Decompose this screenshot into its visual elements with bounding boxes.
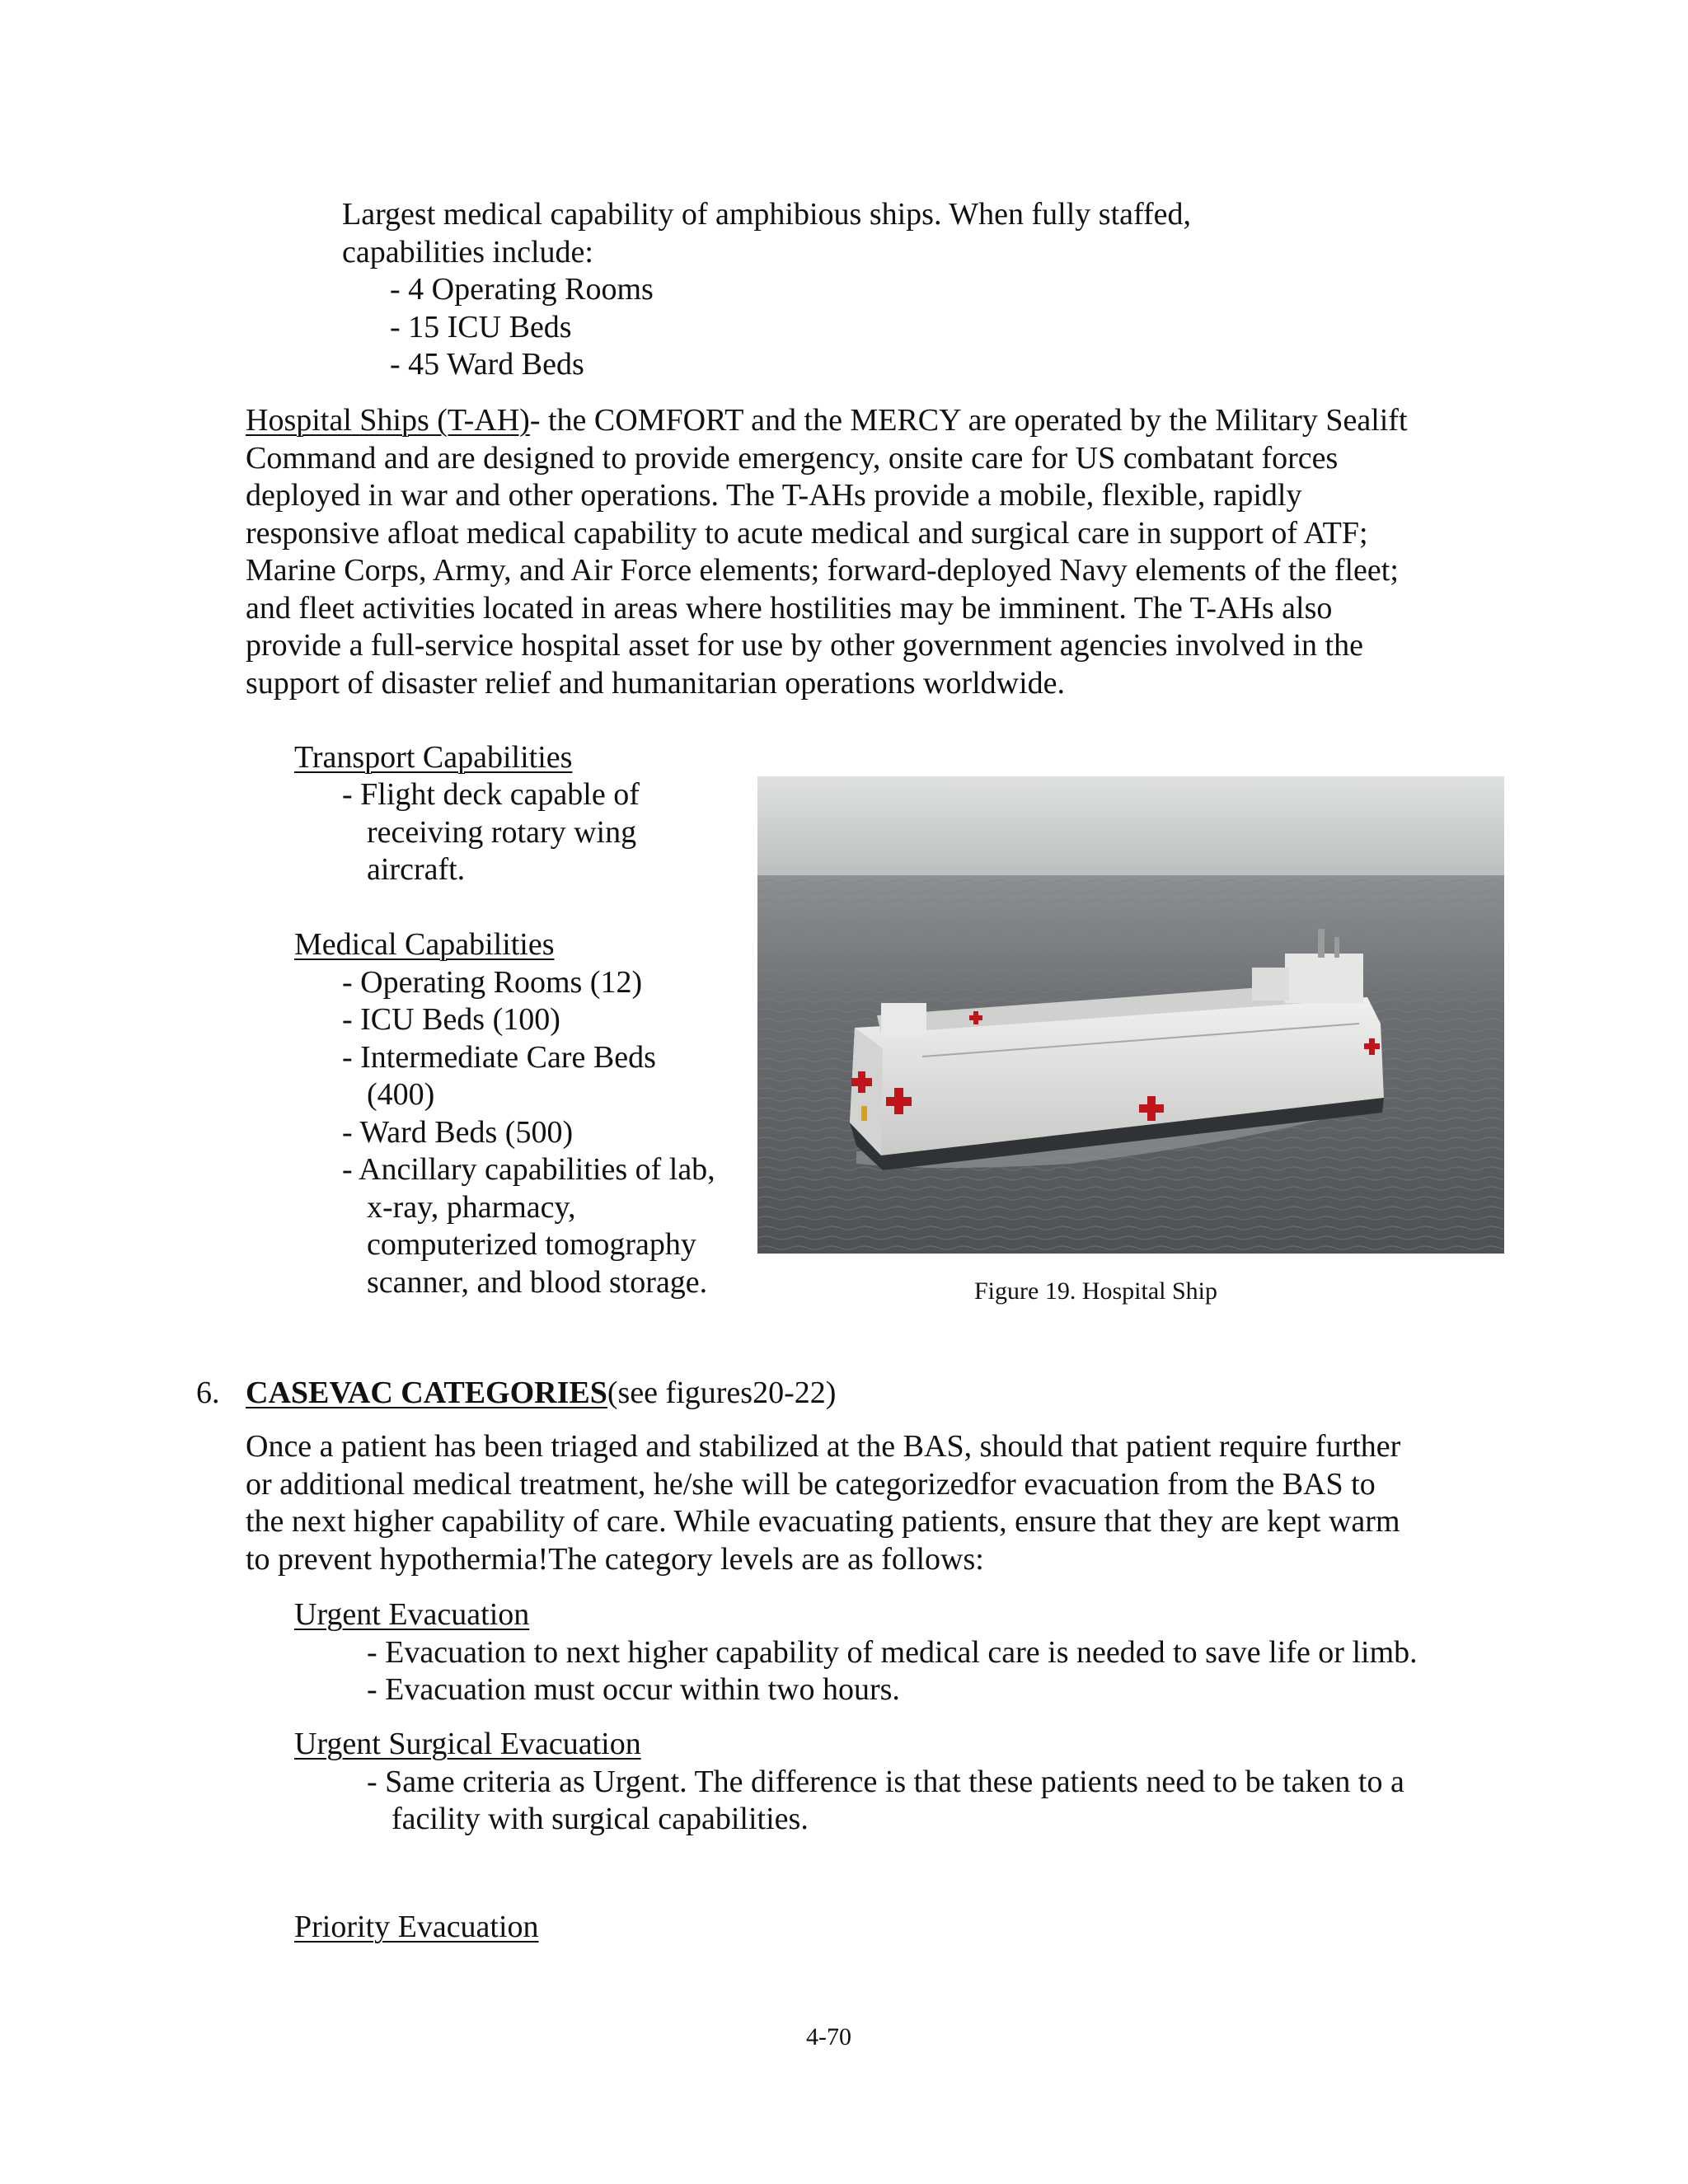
urgent-surgical-line: facility with surgical capabilities. bbox=[392, 1802, 809, 1836]
medical-line: (400) bbox=[367, 1077, 435, 1112]
section6-line: or additional medical treatment, he/she will be categorizedfor evacuation from the BAS to bbox=[246, 1466, 1376, 1502]
urgent-line: - Evacuation must occur within two hours. bbox=[367, 1672, 900, 1707]
medical-line: - Ward Beds (500) bbox=[342, 1115, 574, 1150]
hospital-ships-line: Marine Corps, Army, and Air Force elements; forward-deployed Navy elements of the fleet; bbox=[246, 553, 1399, 588]
hospital-ship-icon bbox=[757, 776, 1504, 1254]
figure-caption: Figure 19. Hospital Ship bbox=[974, 1277, 1218, 1305]
hospital-ships-line: provide a full-service hospital asset for use by other government agencies involved in the bbox=[246, 628, 1363, 663]
intro-line-1: Largest medical capability of amphibious ships. When fully staffed, bbox=[342, 197, 1191, 232]
hospital-ships-paragraph bbox=[246, 402, 1482, 702]
medical-line: - Intermediate Care Beds bbox=[342, 1040, 656, 1075]
intro-item: - 4 Operating Rooms bbox=[390, 272, 654, 307]
hospital-ships-line: - the COMFORT and the MERCY are operated by the Military Sealift bbox=[529, 403, 1408, 438]
medical-line: - Ancillary capabilities of lab, bbox=[342, 1152, 715, 1187]
medical-line: scanner, and blood storage. bbox=[367, 1265, 708, 1300]
medical-line: computerized tomography bbox=[367, 1227, 696, 1262]
urgent-surgical-line: - Same criteria as Urgent. The difference is that these patients need to be taken to a bbox=[367, 1765, 1404, 1799]
transport-line: receiving rotary wing bbox=[367, 815, 637, 850]
urgent-line: - Evacuation to next higher capability of medical care is needed to save life or limb. bbox=[367, 1635, 1418, 1670]
hospital-ships-heading: Hospital Ships (T-AH) bbox=[246, 403, 530, 438]
section6-line: to prevent hypothermia!The category levels are as follows: bbox=[246, 1541, 984, 1577]
transport-heading: Transport Capabilities bbox=[294, 740, 573, 775]
section6-paragraph bbox=[246, 1428, 1482, 1578]
section6-line: Once a patient has been triaged and stabilized at the BAS, should that patient require further bbox=[246, 1429, 1401, 1464]
hospital-ship-photo bbox=[757, 776, 1504, 1254]
section6-line: the next higher capability of care. While evacuating patients, ensure that they are kept warm bbox=[246, 1504, 1400, 1539]
medical-line: x-ray, pharmacy, bbox=[367, 1190, 576, 1225]
urgent-heading: Urgent Evacuation bbox=[294, 1597, 530, 1632]
section-number: 6. bbox=[196, 1376, 220, 1410]
medical-heading: Medical Capabilities bbox=[294, 927, 555, 962]
hospital-ships-line: and fleet activities located in areas where hostilities may be imminent. The T-AHs also bbox=[246, 590, 1333, 626]
urgent-surgical-heading: Urgent Surgical Evacuation bbox=[294, 1727, 641, 1761]
section-figure-ref: (see figures20-22) bbox=[607, 1376, 837, 1410]
hospital-ships-line: Command and are designed to provide emergency, onsite care for US combatant forces bbox=[246, 440, 1339, 476]
transport-line: - Flight deck capable of bbox=[342, 777, 640, 812]
transport-line: aircraft. bbox=[367, 852, 466, 887]
section-title-line bbox=[246, 1375, 836, 1413]
hospital-ships-line: deployed in war and other operations. The T-AHs provide a mobile, flexible, rapidly bbox=[246, 478, 1302, 513]
medical-line: - Operating Rooms (12) bbox=[342, 965, 643, 1000]
hospital-ships-line: responsive afloat medical capability to acute medical and surgical care in support of ATF; bbox=[246, 515, 1368, 551]
hospital-ships-line: support of disaster relief and humanitarian operations worldwide. bbox=[246, 665, 1066, 701]
page-number: 4-70 bbox=[806, 2023, 851, 2050]
priority-heading: Priority Evacuation bbox=[294, 1910, 539, 1944]
medical-line: - ICU Beds (100) bbox=[342, 1002, 560, 1037]
section-title: CASEVAC CATEGORIES bbox=[246, 1376, 607, 1410]
intro-item: - 45 Ward Beds bbox=[390, 347, 584, 382]
intro-line-2: capabilities include: bbox=[342, 235, 593, 269]
intro-item: - 15 ICU Beds bbox=[390, 310, 572, 344]
